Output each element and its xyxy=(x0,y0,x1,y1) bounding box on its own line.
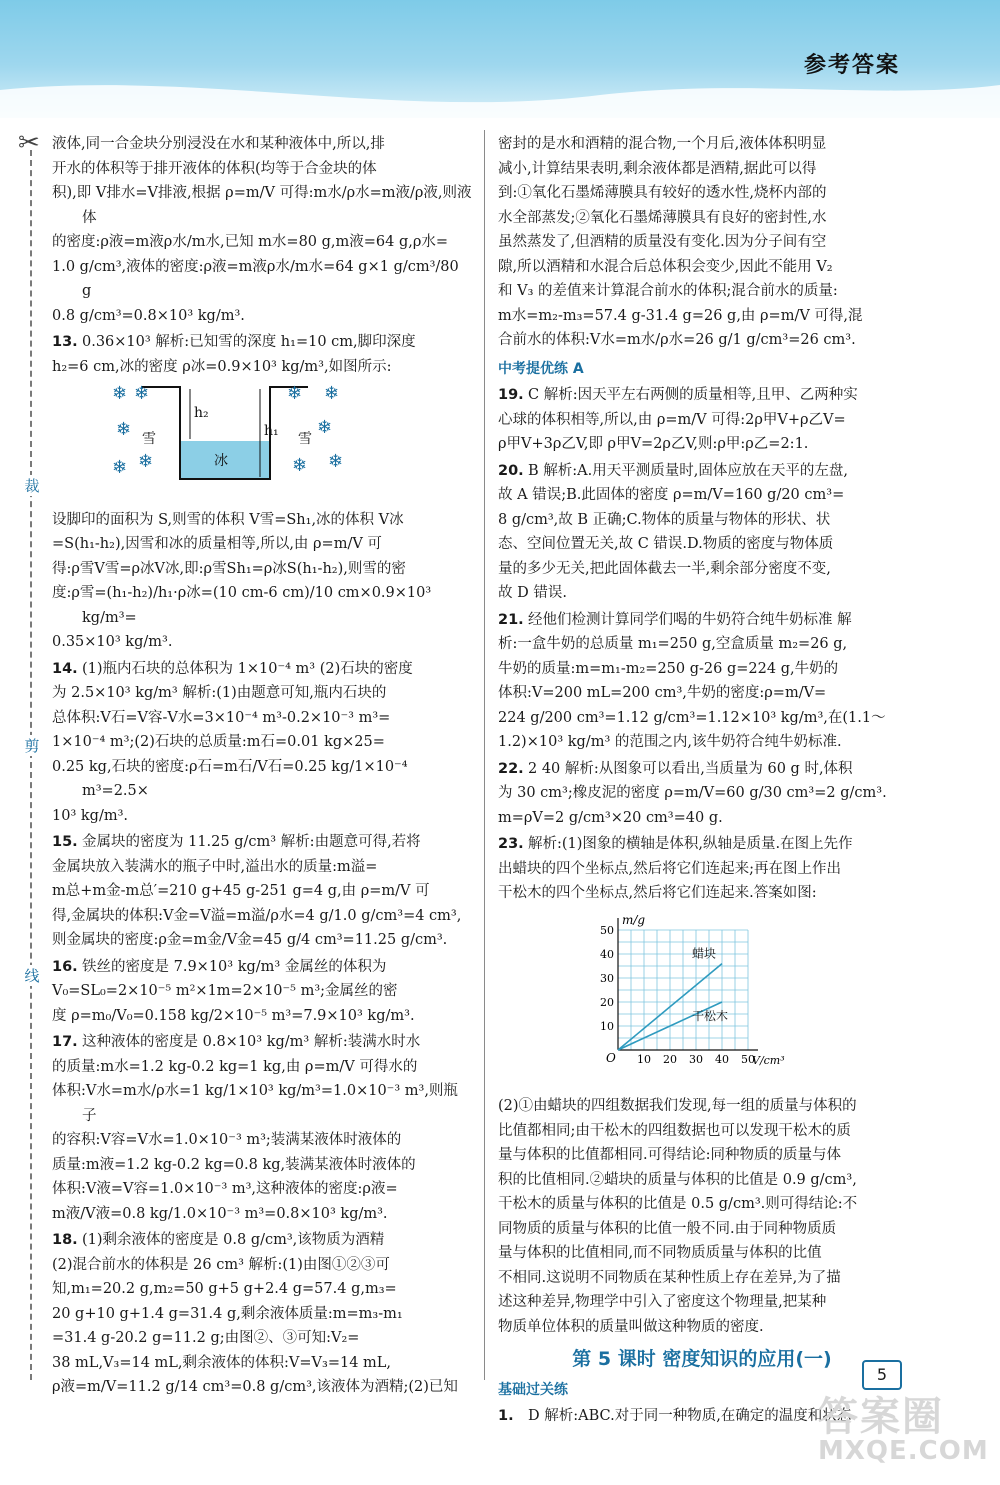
answer-line: 2 40 解析:从图象可以看出,当质量为 60 g 时,体积 xyxy=(528,760,853,777)
answer-number: 23. xyxy=(498,836,524,852)
answer-line: 知,m₁=20.2 g,m₂=50 g+5 g+2.4 g=57.4 g,m₃= xyxy=(52,1281,397,1297)
x-tick-label: 40 xyxy=(715,1052,729,1066)
answer-number: 20. xyxy=(498,462,524,479)
answer-line: m液/V液=0.8 kg/1.0×10⁻³ m³=0.8×10³ kg/m³. xyxy=(52,1205,388,1222)
answer-line: 到:①氧化石墨烯薄膜具有较好的透水性,烧杯内部的 xyxy=(498,185,827,201)
answer-line: 虽然蒸发了,但酒精的质量没有变化.因为分子间有空 xyxy=(498,234,827,250)
snow-figure-label: 雪 xyxy=(298,431,312,447)
answer-line: 则金属块的密度:ρ金=m金/V金=45 g/4 cm³=11.25 g/cm³. xyxy=(52,932,448,948)
answer-number: 22. xyxy=(498,760,524,777)
answer-line: 度:ρ雪=(h₁-h₂)/h₁·ρ冰=(10 cm-6 cm)/10 cm×0.9×10³ kg/m³= xyxy=(52,585,432,626)
answer-line: 总体积:V石=V容-V水=3×10⁻⁴ m³-0.2×10⁻³ m³= xyxy=(52,709,391,726)
answer-item xyxy=(52,1228,472,1400)
cut-label-3: 线 xyxy=(21,965,43,986)
answer-line: 经他们检测计算同学们喝的牛奶符合纯牛奶标准 解 xyxy=(528,611,852,628)
series-label: 干松木 xyxy=(692,1008,729,1023)
answer-line: =S(h₁-h₂),因雪和冰的质量相等,所以,由 ρ=m/V 可 xyxy=(52,536,382,552)
answer-line: 1.2)×10³ kg/m³ 的范围之内,该牛奶符合纯牛奶标准. xyxy=(498,734,842,750)
answer-line: 为 2.5×10³ kg/m³ 解析:(1)由题意可知,瓶内石块的 xyxy=(52,685,387,701)
answer-line: 析:一盒牛奶的总质量 m₁=250 g,空盒质量 m₂=26 g, xyxy=(498,636,848,652)
answer-item xyxy=(498,832,906,906)
density-chart xyxy=(578,910,906,1089)
answer-line: 金属块放入装满水的瓶子中时,溢出水的质量:m溢= xyxy=(52,858,378,875)
snowflake-icon: ❄ xyxy=(328,451,344,472)
answer-item xyxy=(52,132,472,328)
snowflake-icon: ❄ xyxy=(317,417,333,438)
answer-line: 质量:m液=1.2 kg-0.2 kg=0.8 kg,装满某液体时液体的 xyxy=(52,1156,416,1173)
answer-line: V₀=SL₀=2×10⁻⁵ m²×1m=2×10⁻⁵ m³;金属丝的密 xyxy=(52,983,398,999)
answer-line: 物质单位体积的质量叫做这种物质的密度. xyxy=(498,1318,764,1335)
snowflake-icon: ❄ xyxy=(112,383,128,404)
y-tick-label: 30 xyxy=(600,971,614,985)
cut-label-2: 剪 xyxy=(21,735,43,756)
snow-figure-label: 雪 xyxy=(142,431,156,447)
answer-line: 38 mL,V₃=14 mL,剩余液体的体积:V=V₃=14 mL, xyxy=(52,1354,392,1371)
snowflake-icon: ❄ xyxy=(287,383,303,404)
snowflake-icon: ❄ xyxy=(134,383,150,404)
watermark-site: MXQE.COM xyxy=(818,1436,989,1466)
answer-line: 合前水的体积:V水=m水/ρ水=26 g/1 g/cm³=26 cm³. xyxy=(498,332,856,348)
answer-line: 同物质的质量与体积的比值一般不同.由于同种物质质 xyxy=(498,1220,837,1237)
answer-line: 铁丝的密度是 7.9×10³ kg/m³ 金属丝的体积为 xyxy=(82,958,387,975)
snowflake-icon: ❄ xyxy=(324,383,340,404)
x-tick-label: 20 xyxy=(663,1052,677,1066)
left-column xyxy=(52,132,472,1402)
answer-number: 18. xyxy=(52,1232,78,1248)
y-tick-label: 20 xyxy=(600,995,614,1009)
snowflake-icon: ❄ xyxy=(112,457,128,478)
answer-line: 0.35×10³ kg/m³. xyxy=(52,634,173,650)
series-label: 蜡块 xyxy=(692,946,717,961)
x-tick-label: 30 xyxy=(689,1052,703,1066)
y-tick-label: 50 xyxy=(600,923,614,937)
answer-line: 比值都相同;由干松木的四组数据也可以发现干松木的质 xyxy=(498,1122,851,1139)
answer-line: 积),即 V排水=V排液,根据 ρ=m/V 可得:m水/ρ水=m液/ρ液,则液体 xyxy=(52,185,472,226)
answer-line: 故 D 错误. xyxy=(498,585,567,601)
answer-line: 液体,同一合金块分别浸没在水和某种液体中,所以,排 xyxy=(52,136,385,152)
answer-item xyxy=(52,657,472,829)
answer-line: 的密度:ρ液=m液ρ水/m水,已知 m水=80 g,m液=64 g,ρ水= xyxy=(52,234,449,250)
y-tick-label: 40 xyxy=(600,947,614,961)
answer-line: 得,金属块的体积:V金=V溢=m溢/ρ水=4 g/1.0 g/cm³=4 cm³, xyxy=(52,907,462,924)
section-heading: 基础过关练 xyxy=(498,1381,568,1398)
watermark-logo-text: 答案圈 xyxy=(818,1394,944,1440)
snow-figure-label: h₁ xyxy=(264,423,279,439)
snow-figure-svg xyxy=(102,383,352,493)
answer-line: 体积:V水=m水/ρ水=1 kg/1×10³ kg/m³=1.0×10⁻³ m³,则瓶子 xyxy=(52,1083,458,1124)
answer-line: 干松木的质量与体积的比值是 0.5 g/cm³.则可得结论:不 xyxy=(498,1196,858,1212)
answer-number: 19. xyxy=(498,387,524,403)
answer-line: 10³ kg/m³. xyxy=(52,807,128,824)
answer-line: 减小,计算结果表明,剩余液体都是酒精,据此可以得 xyxy=(498,160,817,177)
density-chart-svg xyxy=(578,910,828,1080)
answer-line: 1×10⁻⁴ m³;(2)石块的总质量:m石=0.01 kg×25= xyxy=(52,734,385,750)
answer-line: 量与体积的比值都相同.可得结论:同种物质的质量与体 xyxy=(498,1147,841,1163)
answer-line: 的容积:V容=V水=1.0×10⁻³ m³;装满某液体时液体的 xyxy=(52,1132,402,1148)
answer-line: 这种液体的密度是 0.8×10³ kg/m³ 解析:装满水时水 xyxy=(82,1034,421,1050)
answer-item xyxy=(52,955,472,1029)
answer-item xyxy=(498,608,906,755)
answer-line: (1)瓶内石块的总体积为 1×10⁻⁴ m³ (2)石块的密度 xyxy=(82,660,413,677)
answer-line: 设脚印的面积为 S,则雪的体积 V雪=Sh₁,冰的体积 V冰 xyxy=(52,511,404,528)
answer-line: m总+m金-m总′=210 g+45 g-251 g=4 g,由 ρ=m/V 可 xyxy=(52,883,430,899)
answer-line: 0.25 kg,石块的密度:ρ石=m石/V石=0.25 kg/1×10⁻⁴ m³=2.5× xyxy=(52,758,408,799)
cut-label-1: 裁 xyxy=(21,475,43,496)
answer-number: 1. xyxy=(498,1408,514,1424)
origin-label: O xyxy=(606,1050,616,1065)
answer-number: 15. xyxy=(52,834,78,850)
answer-number: 14. xyxy=(52,660,78,677)
answer-line: =31.4 g-20.2 g=11.2 g;由图②、③可知:V₂= xyxy=(52,1330,360,1346)
cut-line xyxy=(30,150,32,1380)
answer-item xyxy=(52,383,472,655)
snow-figure-label: h₂ xyxy=(194,405,209,421)
answer-line: 和 V₃ 的差值来计算混合前水的体积;混合前水的质量: xyxy=(498,283,838,299)
answer-line: (2)①由蜡块的四组数据我们发现,每一组的质量与体积的 xyxy=(498,1098,857,1114)
answer-number: 13. xyxy=(52,334,78,350)
answer-line: 密封的是水和酒精的混合物,一个月后,液体体积明显 xyxy=(498,136,827,152)
answer-line: 224 g/200 cm³=1.12 g/cm³=1.12×10³ kg/m³,在(1.1～ xyxy=(498,709,886,726)
column-divider xyxy=(484,130,485,1380)
answer-item xyxy=(498,132,906,353)
answer-line: ρ液=m/V=11.2 g/14 cm³=0.8 g/cm³,该液体为酒精;(2)已知 xyxy=(52,1379,458,1395)
section-heading: 中考提优练 A xyxy=(498,360,584,377)
answer-line: 体积:V液=V容=1.0×10⁻³ m³,这种液体的密度:ρ液= xyxy=(52,1181,398,1197)
answer-item xyxy=(52,330,472,379)
snowflake-icon: ❄ xyxy=(292,455,308,476)
answer-line: D 解析:ABC.对于同一种物质,在确定的温度和状态 xyxy=(528,1408,852,1424)
answer-number: 21. xyxy=(498,611,524,628)
answer-item xyxy=(498,383,906,457)
answer-line: 不相同.这说明不同物质在某种性质上存在差异,为了描 xyxy=(498,1269,841,1286)
answer-line: 解析:(1)图象的横轴是体积,纵轴是质量.在图上先作 xyxy=(528,836,853,852)
right-column xyxy=(498,132,906,1431)
answer-line: 量与体积的比值相同,而不同物质质量与体积的比值 xyxy=(498,1245,822,1261)
lesson-title: 第 5 课时 密度知识的应用(一) xyxy=(572,1348,832,1370)
answer-line: h₂=6 cm,冰的密度 ρ冰=0.9×10³ kg/m³,如图所示: xyxy=(52,358,392,375)
answer-line: 0.36×10³ 解析:已知雪的深度 h₁=10 cm,脚印深度 xyxy=(82,334,416,350)
answer-line: 故 A 错误;B.此固体的密度 ρ=m/V=160 g/20 cm³= xyxy=(498,487,845,503)
answer-line: 为 30 cm³;橡皮泥的密度 ρ=m/V=60 g/30 cm³=2 g/cm³. xyxy=(498,785,887,801)
snowflake-icon: ❄ xyxy=(116,419,132,440)
answer-line: m水=m₂-m₃=57.4 g-31.4 g=26 g,由 ρ=m/V 可得,混 xyxy=(498,307,863,324)
snow-figure-label: 冰 xyxy=(214,453,228,469)
answer-line: 量的多少无关,把此固体截去一半,剩余部分密度不变, xyxy=(498,560,831,577)
answer-line: 隙,所以酒精和水混合后总体积会变少,因此不能用 V₂ xyxy=(498,258,833,275)
answer-item xyxy=(498,757,906,831)
answer-line: 积的比值相同.②蜡块的质量与体积的比值是 0.9 g/cm³, xyxy=(498,1171,857,1188)
answer-item xyxy=(498,459,906,606)
x-axis-label: V/cm³ xyxy=(752,1053,785,1067)
y-tick-label: 10 xyxy=(600,1019,614,1033)
answer-item xyxy=(52,1030,472,1226)
answer-line: 8 g/cm³,故 B 正确;C.物体的质量与物体的形状、状 xyxy=(498,511,831,528)
x-tick-label: 10 xyxy=(637,1052,651,1066)
answer-item xyxy=(52,830,472,953)
answer-item xyxy=(498,1094,906,1339)
answer-line: (2)混合前水的体积是 26 cm³ 解析:(1)由图①②③可 xyxy=(52,1256,390,1273)
answer-number: 17. xyxy=(52,1034,78,1050)
y-axis-label: m/g xyxy=(622,912,646,927)
answer-line: 的质量:m水=1.2 kg-0.2 kg=1 kg,由 ρ=m/V 可得水的 xyxy=(52,1058,418,1075)
answer-line: 牛奶的质量:m=m₁-m₂=250 g-26 g=224 g,牛奶的 xyxy=(498,660,839,677)
answer-line: 得:ρ雪V雪=ρ冰V冰,即:ρ雪Sh₁=ρ冰S(h₁-h₂),则雪的密 xyxy=(52,560,406,577)
answer-line: 心球的体积相等,所以,由 ρ=m/V 可得:2ρ甲V+ρ乙V= xyxy=(498,411,846,428)
answer-line: B 解析:A.用天平测质量时,固体应放在天平的左盘, xyxy=(528,462,848,479)
watermark xyxy=(818,1385,998,1480)
scissors-icon: ✂ xyxy=(18,128,40,158)
answer-line: 20 g+10 g+1.4 g=31.4 g,剩余液体质量:m=m₃-m₁ xyxy=(52,1305,403,1322)
answer-line: 态、空间位置无关,故 C 错误.D.物质的密度与物体质 xyxy=(498,536,834,552)
page-number: 5 xyxy=(862,1360,902,1390)
answer-line: 干松木的四个坐标点,然后将它们连起来.答案如图: xyxy=(498,885,817,901)
snow-footprint-figure xyxy=(112,383,472,502)
answer-line: 0.8 g/cm³=0.8×10³ kg/m³. xyxy=(52,307,245,324)
answer-number: 16. xyxy=(52,958,78,975)
answer-line: 出蜡块的四个坐标点,然后将它们连起来;再在图上作出 xyxy=(498,860,841,877)
answer-line: (1)剩余液体的密度是 0.8 g/cm³,该物质为酒精 xyxy=(82,1232,385,1248)
answer-line: 述这种差异,物理学中引入了密度这个物理量,把某种 xyxy=(498,1294,827,1310)
answer-line: 体积:V=200 mL=200 cm³,牛奶的密度:ρ=m/V= xyxy=(498,685,827,701)
header-title: 参考答案 xyxy=(803,53,900,78)
answer-line: m=ρV=2 g/cm³×20 cm³=40 g. xyxy=(498,809,723,826)
answer-line: 开水的体积等于排开液体的体积(均等于合金块的体 xyxy=(52,160,377,177)
answer-line: C 解析:因天平左右两侧的质量相等,且甲、乙两种实 xyxy=(528,387,858,403)
answer-line: 度 ρ=m₀/V₀=0.158 kg/2×10⁻⁵ m³=7.9×10³ kg/m³. xyxy=(52,1007,415,1024)
answer-line: 1.0 g/cm³,液体的密度:ρ液=m液ρ水/m水=64 g×1 g/cm³/80 g xyxy=(52,258,459,299)
answer-line: 金属块的密度为 11.25 g/cm³ 解析:由题意可得,若将 xyxy=(82,834,421,850)
answer-line: 水全部蒸发;②氧化石墨烯薄膜具有良好的密封性,水 xyxy=(498,209,827,226)
x-tick-label: 50 xyxy=(741,1052,755,1066)
snowflake-icon: ❄ xyxy=(138,451,154,472)
answer-line: ρ甲V+3ρ乙V,即 ρ甲V=2ρ乙V,则:ρ甲:ρ乙=2:1. xyxy=(498,436,809,452)
